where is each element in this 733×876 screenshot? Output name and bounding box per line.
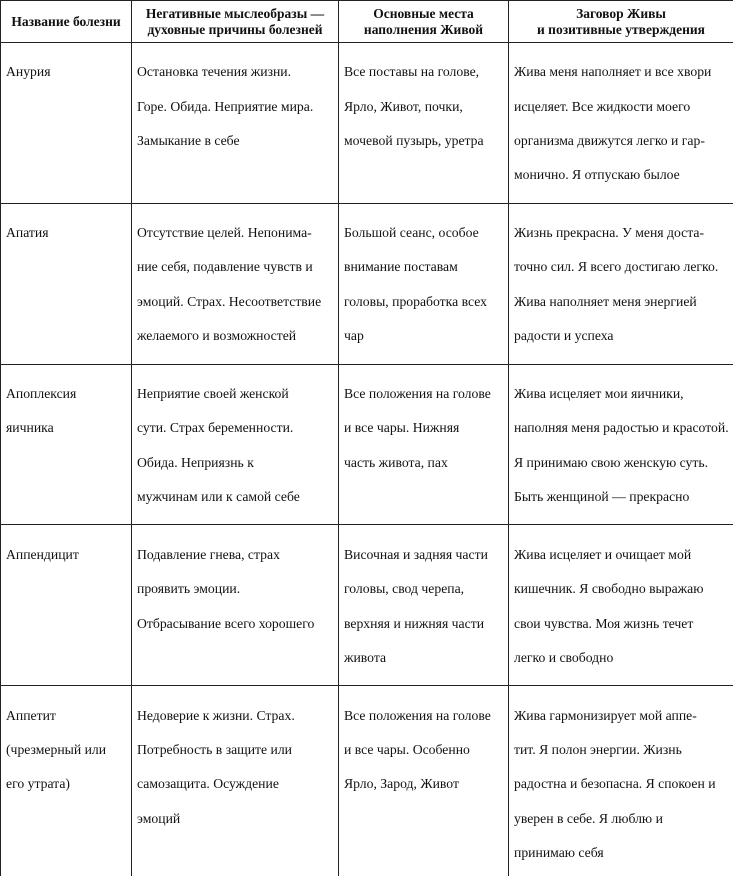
causes-cell: Остановка течения жизни. Горе. Обида. Неприятие мира. Замыкание в себе [132, 43, 339, 204]
affirmation-cell: Жива гармонизирует мой аппе- тит. Я полон энергии. Жизнь радостна и безопасна. Я спокоен и уверен в себе. Я люблю и принимаю себя [509, 686, 733, 876]
header-causes: Негативные мыслеобразы — духовные причины болезней [132, 1, 339, 43]
causes-cell: Отсутствие целей. Непонима- ние себя, подавление чувств и эмоций. Страх. Несоответствие желаемого и возможностей [132, 203, 339, 364]
disease-cell: Апатия [1, 203, 132, 364]
table-row [1, 203, 733, 364]
header-disease: Название болезни [1, 1, 132, 43]
disease-cell: Аппендицит [1, 525, 132, 686]
table-row [1, 364, 733, 525]
causes-cell: Недоверие к жизни. Страх. Потребность в защите или самозащита. Осуждение эмоций [132, 686, 339, 876]
disease-cell: Аппетит (чрезмерный или его утрата) [1, 686, 132, 876]
affirmation-cell: Жива исцеляет и очищает мой кишечник. Я свободно выражаю свои чувства. Моя жизнь течет легко и свободно [509, 525, 733, 686]
affirmation-cell: Жизнь прекрасна. У меня доста- точно сил. Я всего достигаю легко. Жива наполняет меня энергией радости и успеха [509, 203, 733, 364]
causes-cell: Неприятие своей женской сути. Страх беременности. Обида. Неприязнь к мужчинам или к самой себе [132, 364, 339, 525]
disease-cell: Апоплексия яичника [1, 364, 132, 525]
affirmation-cell: Жива меня наполняет и все хвори исцеляет. Все жидкости моего организма движутся легко и гар- монично. Я отпускаю былое [509, 43, 733, 204]
places-cell: Височная и задняя части головы, свод черепа, верхняя и нижняя части живота [339, 525, 509, 686]
table-row [1, 686, 733, 876]
table-header-row [1, 1, 733, 43]
table-row [1, 43, 733, 204]
header-affirmation: Заговор Живы и позитивные утверждения [509, 1, 733, 43]
affirmation-cell: Жива исцеляет мои яичники, наполняя меня радостью и красотой. Я принимаю свою женскую суть. Быть женщиной — прекрасно [509, 364, 733, 525]
table-row [1, 525, 733, 686]
places-cell: Все положения на голове и все чары. Особенно Ярло, Зарод, Живот [339, 686, 509, 876]
places-cell: Большой сеанс, особое внимание поставам головы, проработка всех чар [339, 203, 509, 364]
places-cell: Все положения на голове и все чары. Нижняя часть живота, пах [339, 364, 509, 525]
header-places: Основные места наполнения Живой [339, 1, 509, 43]
causes-cell: Подавление гнева, страх проявить эмоции. Отбрасывание всего хорошего [132, 525, 339, 686]
places-cell: Все поставы на голове, Ярло, Живот, почки, мочевой пузырь, уретра [339, 43, 509, 204]
disease-cell: Анурия [1, 43, 132, 204]
